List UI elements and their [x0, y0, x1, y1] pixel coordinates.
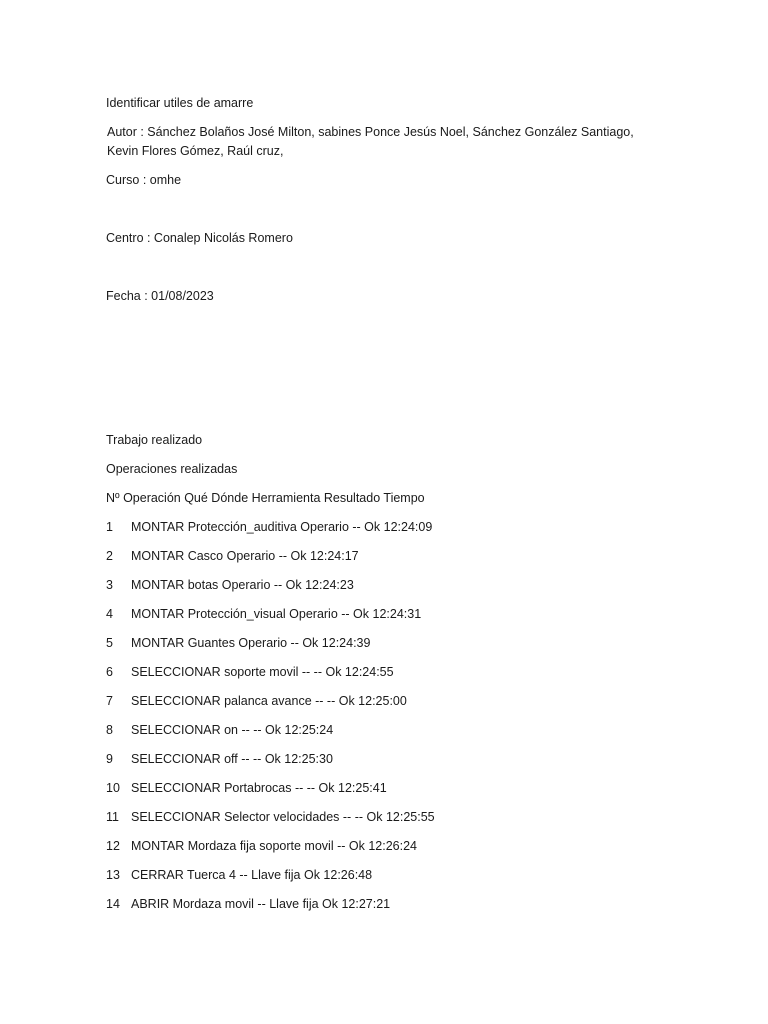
row-number: 1	[106, 520, 113, 534]
row-text: MONTAR Protección_auditiva Operario -- Ok 12:24:09	[131, 520, 433, 534]
table-row	[106, 779, 387, 797]
table-row	[106, 576, 354, 594]
row-text: MONTAR Protección_visual Operario -- Ok 12:24:31	[131, 607, 422, 621]
center-line: Centro : Conalep Nicolás Romero	[106, 231, 293, 245]
row-text: SELECCIONAR off -- -- Ok 12:25:30	[131, 752, 333, 766]
row-text: SELECCIONAR Selector velocidades -- -- Ok 12:25:55	[131, 810, 435, 824]
row-text: SELECCIONAR Portabrocas -- -- Ok 12:25:41	[131, 781, 387, 795]
table-row	[106, 750, 333, 768]
table-row	[106, 895, 390, 913]
date-line: Fecha : 01/08/2023	[106, 289, 214, 303]
table-row	[106, 692, 407, 710]
operations-heading: Operaciones realizadas	[106, 462, 238, 476]
row-text: ABRIR Mordaza movil -- Llave fija Ok 12:27:21	[131, 897, 391, 911]
table-row	[106, 518, 432, 536]
row-number: 5	[106, 636, 113, 650]
row-number: 2	[106, 549, 113, 563]
row-number: 3	[106, 578, 113, 592]
row-text: SELECCIONAR soporte movil -- -- Ok 12:24:55	[131, 665, 394, 679]
table-row	[106, 634, 370, 652]
table-row	[106, 866, 372, 884]
row-number: 4	[106, 607, 113, 621]
table-row	[106, 808, 435, 826]
row-text: CERRAR Tuerca 4 -- Llave fija Ok 12:26:48	[131, 868, 373, 882]
row-number: 13	[106, 868, 120, 882]
row-text: SELECCIONAR on -- -- Ok 12:25:24	[131, 723, 334, 737]
table-row	[106, 837, 417, 855]
row-number: 9	[106, 752, 113, 766]
row-number: 10	[106, 781, 120, 795]
table-row	[106, 721, 333, 739]
table-row	[106, 663, 394, 681]
table-row	[106, 605, 421, 623]
work-heading: Trabajo realizado	[106, 433, 203, 447]
document-title: Identificar utiles de amarre	[106, 96, 254, 110]
row-text: MONTAR Casco Operario -- Ok 12:24:17	[131, 549, 359, 563]
row-text: SELECCIONAR palanca avance -- -- Ok 12:25:00	[131, 694, 407, 708]
row-number: 14	[106, 897, 120, 911]
course-line: Curso : omhe	[106, 173, 182, 187]
row-text: MONTAR Guantes Operario -- Ok 12:24:39	[131, 636, 371, 650]
row-number: 6	[106, 665, 113, 679]
row-text: MONTAR Mordaza fija soporte movil -- Ok 12:26:24	[131, 839, 417, 853]
table-header: Nº Operación Qué Dónde Herramienta Resultado Tiempo	[106, 491, 425, 505]
row-number: 11	[106, 810, 119, 824]
row-number: 7	[106, 694, 113, 708]
row-text: MONTAR botas Operario -- Ok 12:24:23	[131, 578, 354, 592]
row-number: 8	[106, 723, 113, 737]
table-row	[106, 547, 359, 565]
author-line: Autor : Sánchez Bolaños José Milton, sabines Ponce Jesús Noel, Sánchez González Santiago, Kevin Flores Gómez, Raúl cruz,	[107, 125, 634, 158]
row-number: 12	[106, 839, 120, 853]
